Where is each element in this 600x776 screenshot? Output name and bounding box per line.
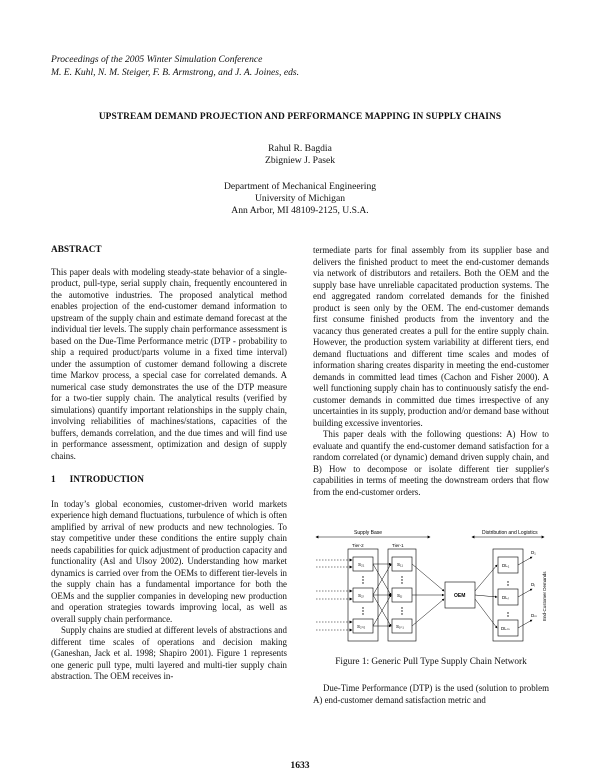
proceedings-header: [51, 53, 299, 79]
right-column-continued: [313, 683, 549, 706]
proceedings-title: Proceedings of the 2005 Winter Simulation Conference: [51, 54, 263, 65]
page-number: 1633: [290, 760, 310, 771]
introduction-heading: 1 INTRODUCTION: [51, 475, 144, 485]
demand-label-j: Dⱼ: [531, 582, 536, 587]
distribution-node-m-label: DLₘ: [501, 626, 510, 631]
affiliation-dept: Department of Mechanical Engineering: [223, 181, 377, 192]
author-1: Rahul R. Bagdia: [268, 143, 332, 154]
right-paragraph-1: termediate parts for final assembly from its supplier base and delivers the finished product to meet the end-customer demands via network of distributors and retailers. Both the OEM and the supply base have unreliable capacitated production systems. The end aggregated random correlated demands for the finished product is seen only by the OEM. The end-customer demands first consume finished products from the inventory and the vacancy thus generated creates a pull for the entire supply chain. However, the production system variability at different tiers, end demand fluctuations and different time scales and modes of information sharing creates disparity in meeting the end-customer demands in committed lead times (Cachon and Fisher 2000). A well functioning supply chain has to continuously satisfy the end-customer demands in committed due times irrespective of any uncertainties in its supply, production and/or demand base without building excessive inventories.: [313, 245, 549, 428]
oem-label: OEM: [454, 593, 466, 599]
abstract-heading: ABSTRACT: [51, 245, 102, 255]
figure-1-supply-chain-diagram: [312, 527, 550, 645]
upstream-inflow-arrows: [316, 560, 352, 630]
affiliation-block: [0, 181, 600, 217]
tier-2-label: Tier-2: [352, 543, 364, 548]
paper-title: UPSTREAM DEMAND PROJECTION AND PERFORMANCE MAPPING IN SUPPLY CHAINS: [98, 112, 502, 122]
end-customer-demands-label: End-Customer Demands: [542, 571, 547, 621]
oem-to-distribution-links: [475, 565, 497, 628]
tier-2-node-1-label: S₂₁: [358, 562, 365, 567]
tier-2-node-n-label: S₂ₙ₂: [357, 624, 366, 629]
demand-label-1: D₁: [531, 550, 536, 555]
figure-1-caption: Figure 1: Generic Pull Type Supply Chain Network: [335, 657, 527, 667]
distribution-label: Distribution and Logistics: [482, 530, 538, 536]
distribution-node-1-label: DL₁: [502, 563, 510, 568]
abstract-text: This paper deals with modeling steady-state behavior of a single-product, pull-type, serial supply chain, frequently encountered in the automotive industries. The proposed analytical method enables projection of the end-customer demand information to upstream of the supply chain and estimate demand forecast at the individual tier levels. The supply chain performance assessment is based on the Due-Time Performance metric (DTP - probability to ship a required product/parts volume in a fixed time interval) under the assumption of customer demand following a discrete time Markov process, a special case for correlated demands. A numerical case study demonstrates the use of the DTP measure for a two-tier supply chain. The analytical results (verified by simulations) quantify important relationships in the supply chain, involving reliabilities of machines/stations, capacities of the buffers, demands correlation, and the due times and will find use in performance assessment, optimization and design of supply chains.: [51, 266, 287, 461]
right-column: [313, 245, 549, 498]
tier-1-node-1-label: S₁₁: [397, 562, 404, 567]
proceedings-editors: M. E. Kuhl, N. M. Steiger, F. B. Armstrong, and J. A. Joines, eds.: [51, 67, 300, 78]
intro-paragraph-2: Supply chains are studied at different levels of abstractions and different time scales of operations and decision making (Ganeshan, Jack et al. 1998; Shapiro 2001). Figure 1 represents one generic pull type, multi layered and multi-tier supply chain abstraction. The OEM receives in-: [51, 625, 287, 681]
left-column: [51, 245, 287, 683]
tier-2-node-j-label: S₂ⱼ: [358, 593, 364, 598]
affiliation-univ: University of Michigan: [254, 193, 346, 204]
supply-base-label: Supply Base: [354, 530, 383, 536]
ellipsis-dots: [362, 576, 508, 616]
demand-outflows: [518, 557, 532, 628]
distribution-node-j-label: DLⱼ: [502, 595, 509, 600]
right-paragraph-3: Due-Time Performance (DTP) is the used (solution to problem A) end-customer demand satisfaction metric and: [313, 683, 549, 705]
tier-1-node-j-label: S₁ⱼ: [397, 593, 403, 598]
author-2: Zbigniew J. Pasek: [264, 155, 336, 166]
demand-label-m: Dₘ: [531, 613, 538, 618]
tier-1-node-n-label: S₁ₙ₁: [396, 624, 404, 629]
tier-1-label: Tier-1: [392, 543, 404, 548]
right-paragraph-2: This paper deals with the following questions: A) How to evaluate and quantify the end-customer demand satisfaction for a random correlated (or dynamic) demand driven supply chain, and B) How to decompose or isolate different tier supplier's capabilities in terms of meeting the downstream orders that flow from the end-customer orders.: [313, 429, 549, 497]
affiliation-address: Ann Arbor, MI 48109-2125, U.S.A.: [231, 205, 369, 216]
intro-paragraph-1: In today’s global economies, customer-driven world markets experience high demand fluctuations, turbulence of which is often amplified by arrival of new products and new technologies. To stay competitive under these conditions the entire supply chain needs capabilities for quick adjustment of production capacity and functionality (Asl and Ulsoy 2002). Understanding how market dynamics is carried over from the OEMs to different tier-levels in the supply chain has a fundamental importance for both the OEMs and the supplier companies in developing new production and operation strategies towards improving local, as well as overall supply chain performance.: [51, 498, 287, 624]
author-block: [0, 143, 600, 167]
